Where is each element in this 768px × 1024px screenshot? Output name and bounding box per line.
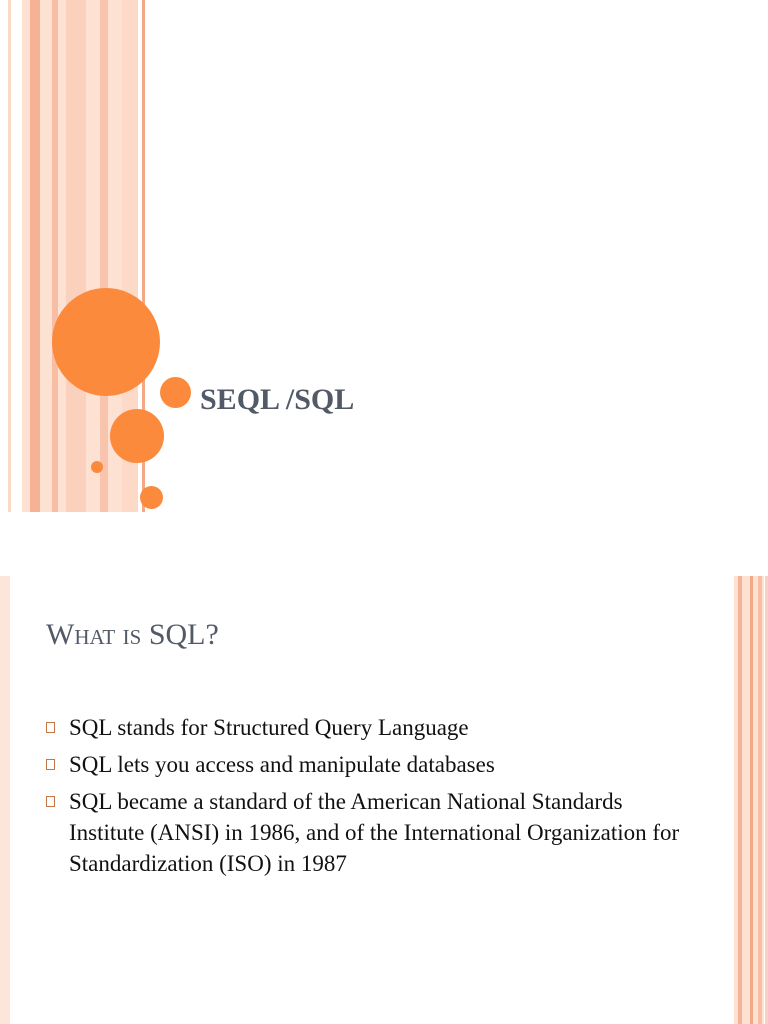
decor-stripe [66,0,86,512]
slide-title: SEQL /SQL [200,383,355,416]
decor-circle-tiny [91,461,103,473]
slide-heading: What is SQL? [46,618,219,651]
missing-glyph-box-icon [46,759,55,770]
decor-circle-small [140,486,163,509]
missing-glyph-box-icon [46,722,55,733]
decor-stripe [100,0,108,512]
decor-circle-medium [110,409,164,463]
missing-glyph-box-icon [46,796,55,807]
decor-stripe [750,576,753,1024]
bullet-text: SQL lets you access and manipulate databases [69,752,495,777]
bullet-item [46,712,686,743]
decor-circle-large [52,288,160,396]
bullet-text: SQL stands for Structured Query Language [69,715,469,740]
decor-stripe [758,576,762,1024]
decor-stripe [0,576,10,1024]
bullet-item [46,749,686,780]
decor-circle-small [160,377,191,408]
bullet-item [46,786,686,879]
content-slide [0,576,768,1024]
decor-stripe [8,0,11,512]
decor-stripe [738,576,742,1024]
decor-stripe [30,0,40,512]
bullet-list [46,712,686,885]
bullet-text: SQL became a standard of the American National Standards Institute (ANSI) in 1986, and of the International Organization for Standardization (ISO) in 1987 [69,789,680,876]
decor-stripe [52,0,58,512]
